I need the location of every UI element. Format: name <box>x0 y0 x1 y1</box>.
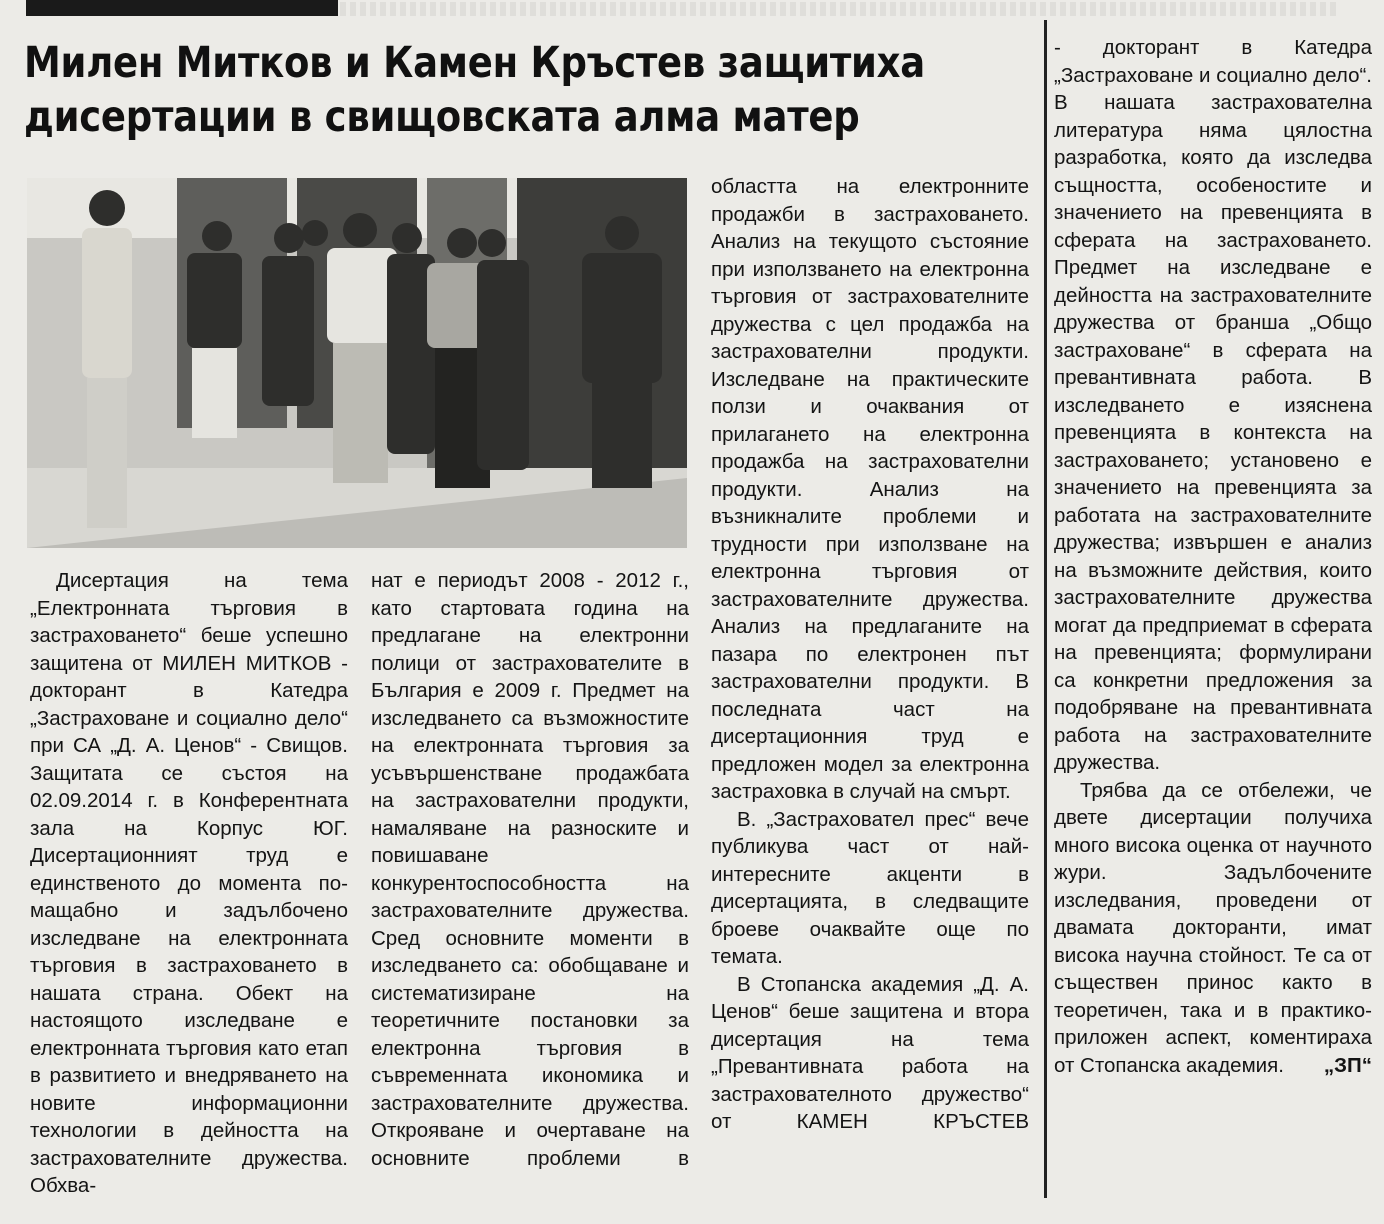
headline-line-1: Милен Митков и Камен Кръстев защитиха <box>24 38 925 88</box>
paragraph: В. „Застраховател прес“ вече публикува част от най-интересните акценти в дисертацията, в следващите броеве очаквайте още по темата. <box>711 807 1029 968</box>
group-photo-icon <box>27 178 687 548</box>
headline-line-2: дисертации в свищовската алма матер <box>24 92 860 142</box>
article-column-1 <box>30 567 348 1200</box>
paragraph: В Стопанска академия „Д. А. Ценов“ беше защитена и втора дисертация на тема „Превантивната работа на застрахователното дружество“ от КАМЕН КРЪСТЕВ <box>711 972 1029 1133</box>
author-signature: „ЗП“ <box>1323 1053 1372 1077</box>
article-column-2 <box>371 567 689 1172</box>
article-column-3 <box>711 173 1029 1136</box>
paragraph: Дисертация на тема „Електронната търговия в застраховането“ беше успешно защитена от МИЛЕН МИТКОВ - докторант в Катедра „Застраховане и социално дело“ при СА „Д. А. Ценов“ - Свищов. Защитата се състоя на 02.09.2014 г. в Конферентната зала на Корпус ЮГ. Дисертационният труд е единственото до момента по-мащабно и задълбочено изследване на електронната търговия в застраховането в нашата страна. Обект на настоящото изследване е електронната търговия като етап в развитието и внедряването на новите информационни технологии в дейността на застрахователните дружества. Обхва- <box>30 569 348 1197</box>
section-header-bar <box>26 0 338 16</box>
article-headline <box>24 36 925 144</box>
article-column-4 <box>1054 34 1372 1079</box>
closing-paragraph-text: Трябва да се отбележи, че двете дисертации получиха много висока оценка от научното жури. Задълбочените изследвания, проведени от двамата докторанти, имат висока научна стойност. Те са от съществен принос както в теоретичен, така и в практико-приложен аспект, коментираха от Стопанска академия. <box>1054 778 1372 1077</box>
column-rule-right <box>1044 20 1047 1198</box>
paragraph: областта на електронните продажби в застраховането. Анализ на текущото състояние при използването на електронна търговия от застрахователните дружества с цел продажба на застрахователни продукти. Изследване на практическите ползи и очаквания от прилагането на електронна продажба на застрахователни продукти. Анализ на възникналите проблеми и трудности при използване на електронна търговия от застрахователните дружества. Анализ на предлаганите на пазара по електронен път застрахователни продукти. В последната част на дисертационния труд е предложен модел за електронна застраховка в случай на смърт. <box>711 175 1029 803</box>
article-photo <box>27 178 687 548</box>
bleed-through-texture <box>340 2 1340 16</box>
paragraph: нат е периодът 2008 - 2012 г., като стартовата година на предлагане на електронни полици от застрахователите в България е 2009 г. Предмет на изследването са възможностите на електронната търговия за усъвършенстване продажбата на застрахователни продукти, намаляване на разноските и повишаване конкурентоспособността на застрахователните дружества. Сред основните моменти в изследването са: обобщаване и систематизиране на теоретичните постановки за електронна търговия в съвременната икономика и застрахователните дружества. Открояване и очертаване на основните проблеми в <box>371 569 689 1170</box>
paragraph: - докторант в Катедра „Застраховане и социално дело“. В нашата застрахователна литература няма цялостна разработка, която да изследва същността, особеностите и значението на превенцията в сферата на застраховането. Предмет на изследване е дейността на застрахователните дружества от бранша „Общо застраховане“ в сферата на превантивната работа. В изследването е изяснена превенцията в контекста на застраховането; установено е значението на превенцията за работата на застрахователните дружества; извършен е анализ на възможните действия, които застрахователните дружества могат да предприемат в сферата на превенцията; формулирани са конкретни предложения за подобряване на превантивната работа на застрахователните дружества. <box>1054 36 1372 774</box>
paragraph <box>1054 777 1372 1080</box>
